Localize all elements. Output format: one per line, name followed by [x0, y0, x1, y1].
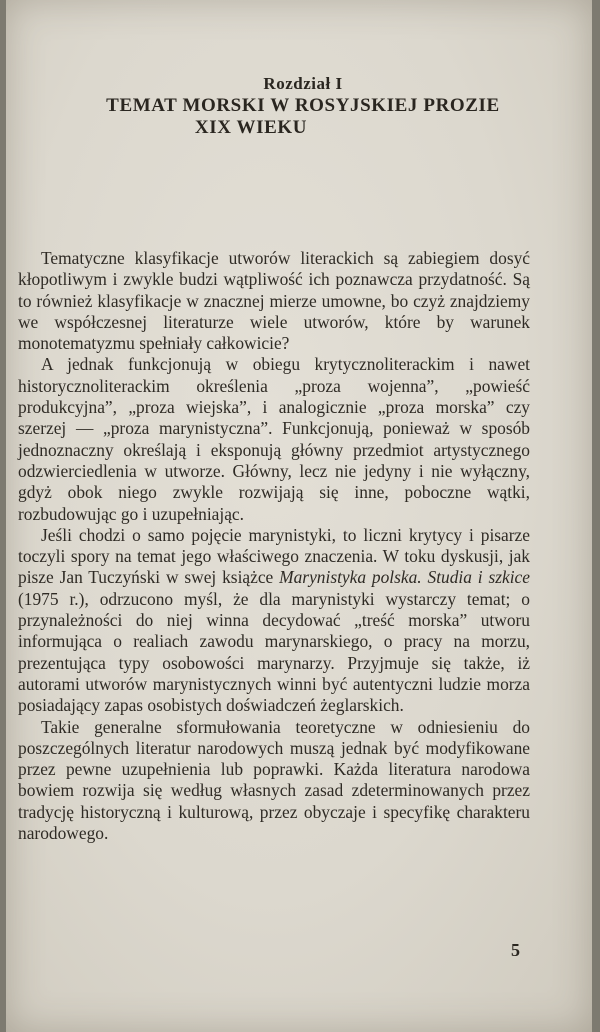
paragraph-3-text-before: Jeśli chodzi o samo pojęcie marynistyki, to liczni krytycy i pisarze toczyli spory na temat jego właściwego znaczenia. W toku dyskusji, jak pisze Jan Tuczyński w swej książce [18, 524, 530, 588]
book-page [6, 0, 592, 1032]
chapter-label: Rozdział I [263, 74, 343, 93]
book-title-italic: Marynistyka polska. Studia i szkice [279, 567, 530, 588]
chapter-title-line-1: TEMAT MORSKI W ROSYJSKIEJ PROZIE [106, 95, 500, 116]
paragraph-3 [18, 525, 530, 717]
paragraph-4: Takie generalne sformułowania teoretyczne w odniesieniu do poszczególnych literatur narodowych muszą jednak być modyfikowane przez pewne uzupełnienia lub poprawki. Każda literatura narodowa bowiem rozwija się według własnych zasad zdeterminowanych przez tradycję historyczną i kulturową, przez obyczaje i specyfikę charakteru narodowego. [18, 716, 530, 844]
paragraph-3-text-after: (1975 r.), odrzucono myśl, że dla marynistyki wystarczy temat; o przynależności do niej winna decydować „treść morska” utworu informująca o realiach zawodu marynarskiego, o pracy na morzu, prezentująca typy osobowości marynarzy. Przyjmuje się także, iż autorami utworów marynistycznych winni być autentyczni ludzie morza posiadający zapas osobistych doświadczeń żeglarskich. [18, 588, 530, 716]
page-number: 5 [511, 940, 520, 960]
paragraph-2: A jednak funkcjonują w obiegu krytycznoliterackim i nawet historycznoliterackim określenia „proza wojenna”, „powieść produkcyjna”, „proza wiejska”, i analogicznie „proza morska” czy szerzej — „proza marynistyczna”. Funkcjonują, ponieważ w sposób jednoznaczny określają i eksponują główny przedmiot artystycznego odzwierciedlenia w utworze. Główny, lecz nie jedyny i nie wyłączny, gdyż obok niego zwykle rozwijają się inne, poboczne wątki, rozbudowując go i uzupełniając. [18, 354, 530, 524]
paragraph-1: Tematyczne klasyfikacje utworów literackich są zabiegiem dosyć kłopotliwym i zwykle budzi wątpliwość ich poznawcza przydatność. Są to również klasyfikacje w znacznej mierze umowne, bo czyż znajdziemy we współczesnej literaturze wiele utworów, które by warunek monotematyzmu spełniały całkowicie? [18, 248, 530, 354]
chapter-title-line-2: XIX WIEKU [194, 117, 308, 138]
body-text [18, 248, 530, 844]
